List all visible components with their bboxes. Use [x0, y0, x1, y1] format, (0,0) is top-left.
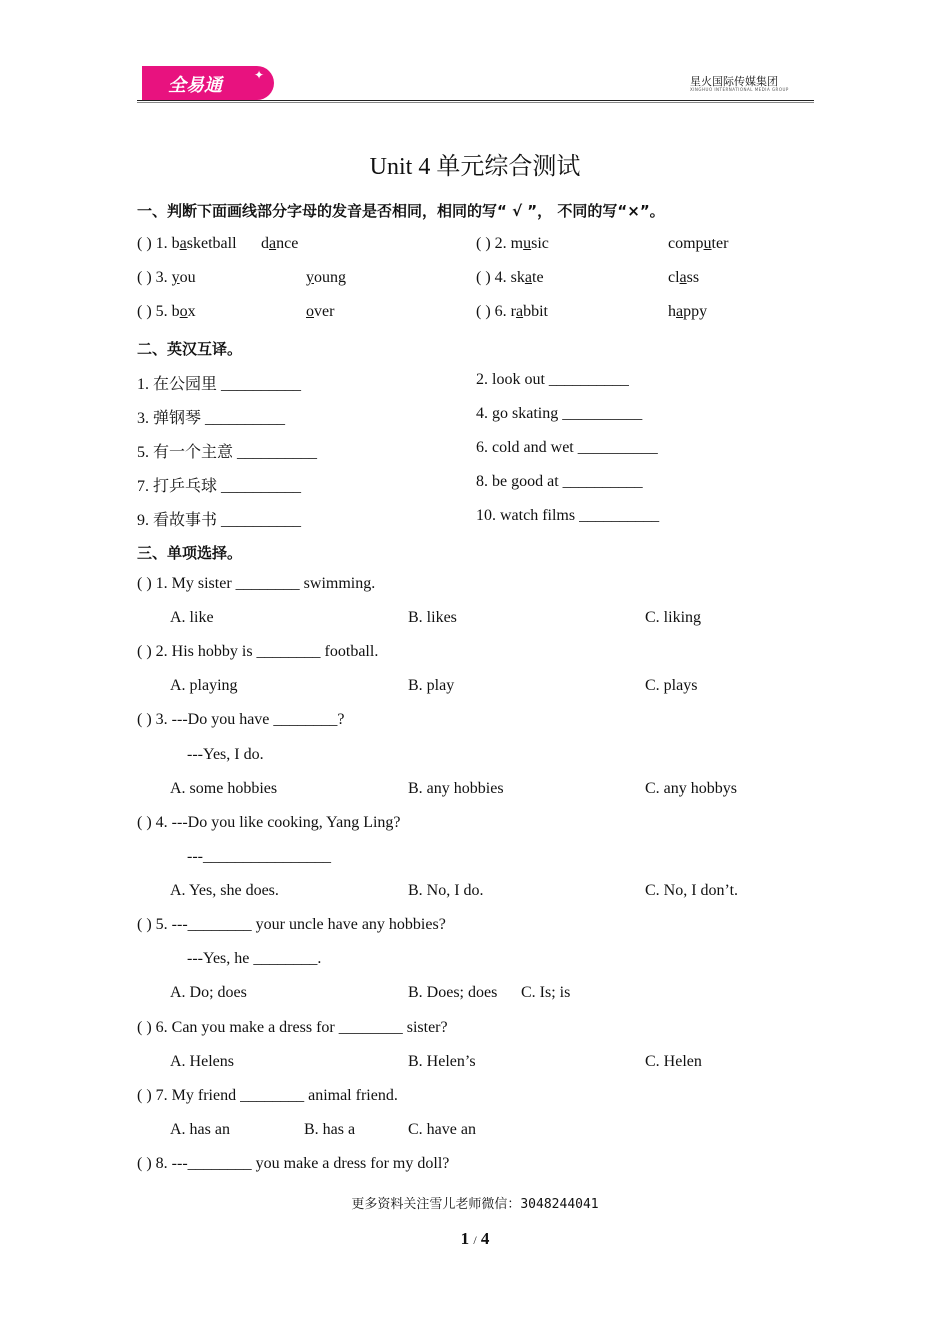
q2-option-b: B. play	[408, 677, 455, 694]
s2-item-2: 2. look out __________	[476, 371, 629, 388]
s1-item4-left: ( ) 4. skate	[476, 269, 544, 286]
q6-option-c: C. Helen	[645, 1053, 702, 1070]
q1-option-a: A. like	[170, 609, 214, 626]
q4-option-a: A. Yes, she does.	[170, 882, 279, 899]
q3-stem: ( ) 3. ---Do you have ________?	[137, 711, 345, 728]
q6-option-b: B. Helen’s	[408, 1053, 476, 1070]
s2-item-8: 8. be good at __________	[476, 473, 643, 490]
s1-item4-compare: class	[668, 269, 700, 286]
header-divider	[137, 100, 814, 101]
q4-line2: ---________________	[187, 848, 331, 865]
brand-name: 星火国际传媒集团	[690, 75, 778, 88]
q1-stem: ( ) 1. My sister ________ swimming.	[137, 575, 376, 592]
s1-item3-left: ( ) 3. you	[137, 269, 196, 286]
q1-option-c: C. liking	[645, 609, 702, 626]
star-icon: ✦	[254, 68, 265, 82]
q3-option-b: B. any hobbies	[408, 780, 504, 797]
s2-item-3: 3. 弹钢琴 __________	[137, 410, 286, 427]
q2-stem: ( ) 2. His hobby is ________ football.	[137, 643, 379, 660]
logo-text: 全易通	[168, 75, 222, 96]
header-divider-thin	[137, 102, 814, 103]
q8-stem: ( ) 8. ---________ you make a dress for my doll?	[137, 1155, 450, 1172]
section3-heading: 三、单项选择。	[137, 544, 243, 562]
logo	[142, 66, 274, 100]
q5-stem: ( ) 5. ---________ your uncle have any hobbies?	[137, 916, 446, 933]
section2-heading: 二、英汉互译。	[137, 340, 243, 358]
s1-item2-compare: computer	[668, 235, 729, 252]
s1-item6-left: ( ) 6. rabbit	[476, 303, 548, 320]
q4-stem: ( ) 4. ---Do you like cooking, Yang Ling?	[137, 814, 401, 831]
q7-option-a: A. has an	[170, 1121, 230, 1138]
q7-option-b: B. has a	[304, 1121, 356, 1138]
q5-option-b: B. Does; does	[408, 984, 498, 1001]
brand-subtitle: XINGHUO INTERNATIONAL MEDIA GROUP	[690, 87, 789, 92]
q3-line2: ---Yes, I do.	[187, 746, 264, 763]
q2-option-a: A. playing	[170, 677, 238, 694]
s1-item1-left-compare: dance	[261, 235, 299, 252]
s1-item5-left: ( ) 5. box	[137, 303, 196, 320]
q6-option-a: A. Helens	[170, 1053, 234, 1070]
page-title: Unit 4 单元综合测试	[369, 154, 581, 180]
q4-option-b: B. No, I do.	[408, 882, 484, 899]
s2-item-10: 10. watch films __________	[476, 507, 660, 524]
q6-stem: ( ) 6. Can you make a dress for ________ sister?	[137, 1019, 448, 1036]
page-separator: /	[473, 1233, 477, 1247]
page-current: 1	[460, 1229, 470, 1248]
s2-item-6: 6. cold and wet __________	[476, 439, 658, 456]
section1-heading: 一、判断下面画线部分字母的发音是否相同，相同的写“ √ ”， 不同的写“×”。	[137, 202, 665, 220]
q3-option-a: A. some hobbies	[170, 780, 278, 797]
s2-item-5: 5. 有一个主意 __________	[137, 444, 318, 461]
s1-item2-left: ( ) 2. music	[476, 235, 549, 252]
q2-option-c: C. plays	[645, 677, 698, 694]
q3-option-c: C. any hobbys	[645, 780, 737, 797]
s2-item-7: 7. 打乒乓球 __________	[137, 478, 302, 495]
q5-option-a: A. Do; does	[170, 984, 247, 1001]
q7-option-c: C. have an	[408, 1121, 476, 1138]
s1-item1-left: ( ) 1. basketball	[137, 235, 237, 252]
page-number	[0, 1229, 950, 1249]
s2-item-1: 1. 在公园里 __________	[137, 376, 302, 393]
footer-note: 更多资料关注雪儿老师微信：3048244041	[351, 1197, 599, 1212]
q7-stem: ( ) 7. My friend ________ animal friend.	[137, 1087, 398, 1104]
q4-option-c: C. No, I don’t.	[645, 882, 739, 899]
s1-item3-compare: young	[306, 269, 346, 286]
s2-item-9: 9. 看故事书 __________	[137, 512, 302, 529]
s1-item5-compare: over	[306, 303, 335, 320]
s2-item-4: 4. go skating __________	[476, 405, 643, 422]
q1-option-b: B. likes	[408, 609, 457, 626]
s1-item6-compare: happy	[668, 303, 708, 320]
page-total: 4	[480, 1229, 490, 1248]
q5-line2: ---Yes, he ________.	[187, 950, 322, 967]
q5-option-c: C. Is; is	[521, 984, 571, 1001]
